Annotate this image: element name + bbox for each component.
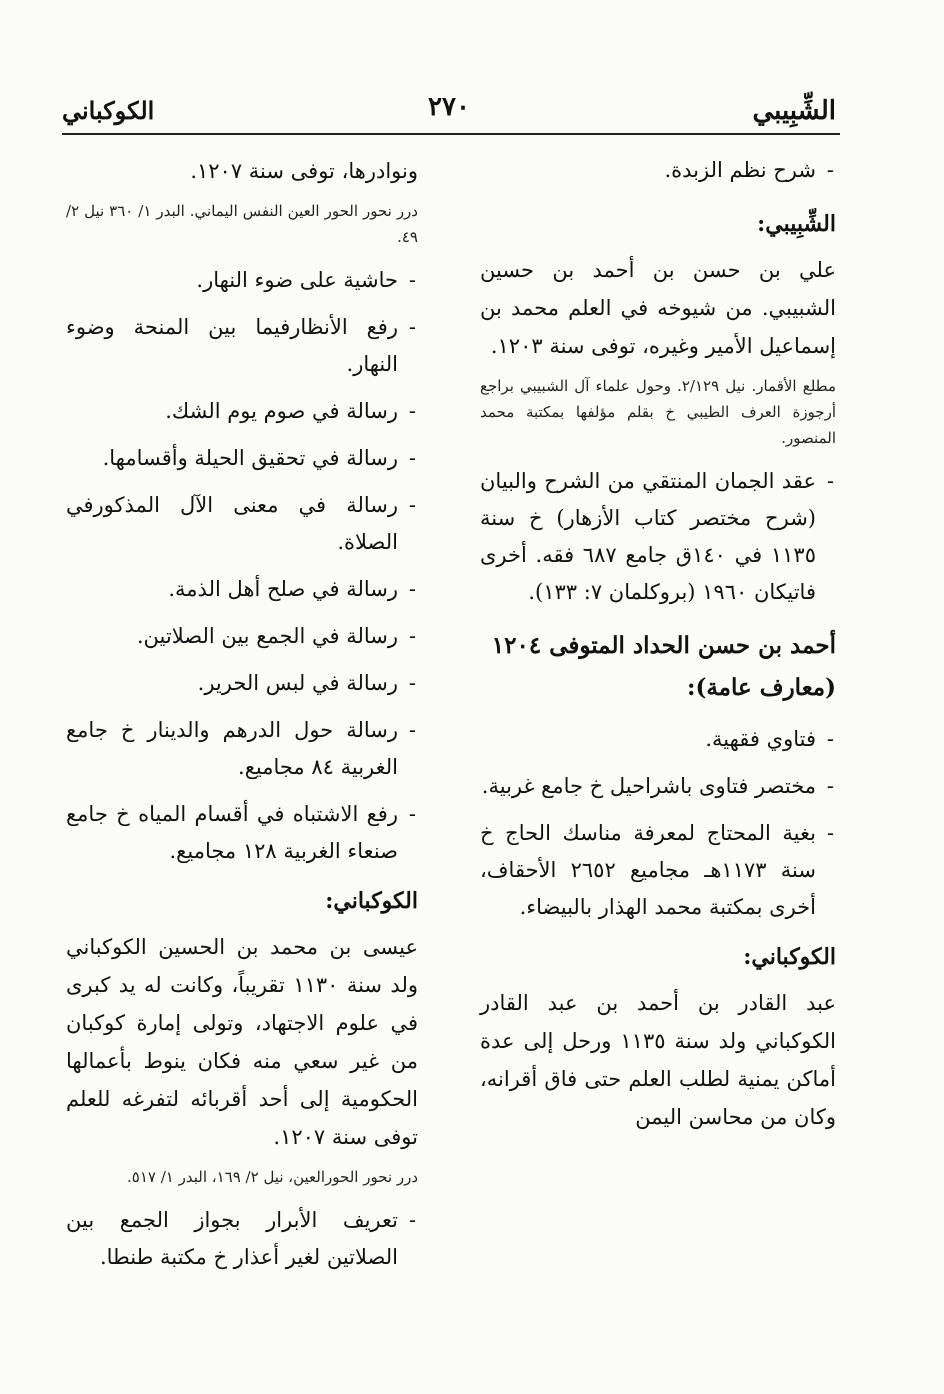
list-item: - رسالة في لبس الحرير. — [66, 665, 418, 702]
list-item: - رسالة في صوم يوم الشك. — [66, 393, 418, 430]
section-title-haddad: أحمد بن حسن الحداد المتوفى ١٢٠٤ (معارف عامة): — [491, 632, 836, 701]
section-title-kawkabani: الكوكباني: — [325, 888, 418, 914]
bio-text: علي بن حسن بن أحمد بن حسين الشبيبي. من شيوخه في العلم محمد بن إسماعيل الأمير وغيره، توفى سنة ١٢٠٣. — [480, 258, 836, 358]
source-note: درر نحور الحور العين النفس اليماني. البدر ١/ ٣٦٠ نيل ٢/ ٤٩. — [66, 202, 418, 246]
list-item: - فتاوي فقهية. — [480, 721, 836, 758]
running-head-left: الكوكباني — [62, 96, 155, 125]
list-item: - رسالة في الجمع بين الصلاتين. — [66, 618, 418, 655]
list-item: - رسالة في صلح أهل الذمة. — [66, 571, 418, 608]
list-item: - رسالة في تحقيق الحيلة وأقسامها. — [66, 440, 418, 477]
source-note: درر نحور الحورالعين، نيل ٢/ ١٦٩، البدر ١/ ٥١٧. — [127, 1168, 418, 1186]
bio-text: عيسى بن محمد بن الحسين الكوكباني ولد سنة ١١٣٠ تقريباً، وكانت له يد كبرى في علوم الاجتهاد، وتولى إمارة كوكبان من غير سعي منه فكان ينوط بأعمالها الحكومية إلى أحد أقربائه لتفرغه للعلم توفى سنة ١٢٠٧. — [66, 935, 418, 1149]
bio-text: عبد القادر بن أحمد بن عبد القادر الكوكباني ولد سنة ١١٣٥ ورحل إلى عدة أماكن يمنية لطلب العلم حتى فاق أقرانه، وكان من محاسن اليمن — [480, 991, 836, 1129]
list-item: - رفع الاشتباه في أقسام المياه خ جامع صنعاء الغربية ١٢٨ مجاميع. — [66, 796, 418, 870]
page-number: ٢٧٠ — [428, 92, 470, 122]
list-item: - رفع الأنظارفيما بين المنحة وضوء النهار. — [66, 309, 418, 383]
page-header — [62, 92, 836, 132]
list-item: - شرح نظم الزبدة. — [480, 152, 836, 189]
list-item: - تعريف الأبرار بجواز الجمع بين الصلاتين لغير أعذار خ مكتبة طنطا. — [66, 1202, 418, 1276]
list-item: - رسالة في معنى الآل المذكورفي الصلاة. — [66, 487, 418, 561]
right-column — [480, 152, 836, 1136]
source-note: مطلع الأقمار. نيل ٢/١٢٩. وحول علماء آل الشبيبي براجع أرجوزة العرف الطيبي خ بقلم مؤلفها بمكتبة محمد المنصور. — [480, 377, 836, 447]
left-column — [66, 152, 418, 1286]
running-head-right: الشِّبِيبي — [752, 96, 836, 126]
section-title-kawkabani: الكوكباني: — [743, 944, 836, 970]
list-item: - عقد الجمان المنتقي من الشرح والبيان (شرح مختصر كتاب الأزهار) خ سنة ١١٣٥ في ١٤٠ق جامع ٦٨٧ فقه. أخرى فاتيكان ١٩٦٠ (بروكلمان ٧: ١٣٣). — [480, 463, 836, 611]
list-item: - رسالة حول الدرهم والدينار خ جامع الغربية ٨٤ مجاميع. — [66, 712, 418, 786]
list-item: - مختصر فتاوى باشراحيل خ جامع غربية. — [480, 768, 836, 805]
list-item: - حاشية على ضوء النهار. — [66, 262, 418, 299]
section-title-shabibi: الشِّبِيبي: — [757, 211, 836, 237]
list-item: - بغية المحتاج لمعرفة مناسك الحاج خ سنة ١١٧٣هـ مجاميع ٢٦٥٢ الأحقاف، أخرى بمكتبة محمد الهذار بالبيضاء. — [480, 815, 836, 926]
header-rule — [62, 133, 840, 135]
continued-text: ونوادرها، توفى سنة ١٢٠٧. — [190, 159, 418, 183]
